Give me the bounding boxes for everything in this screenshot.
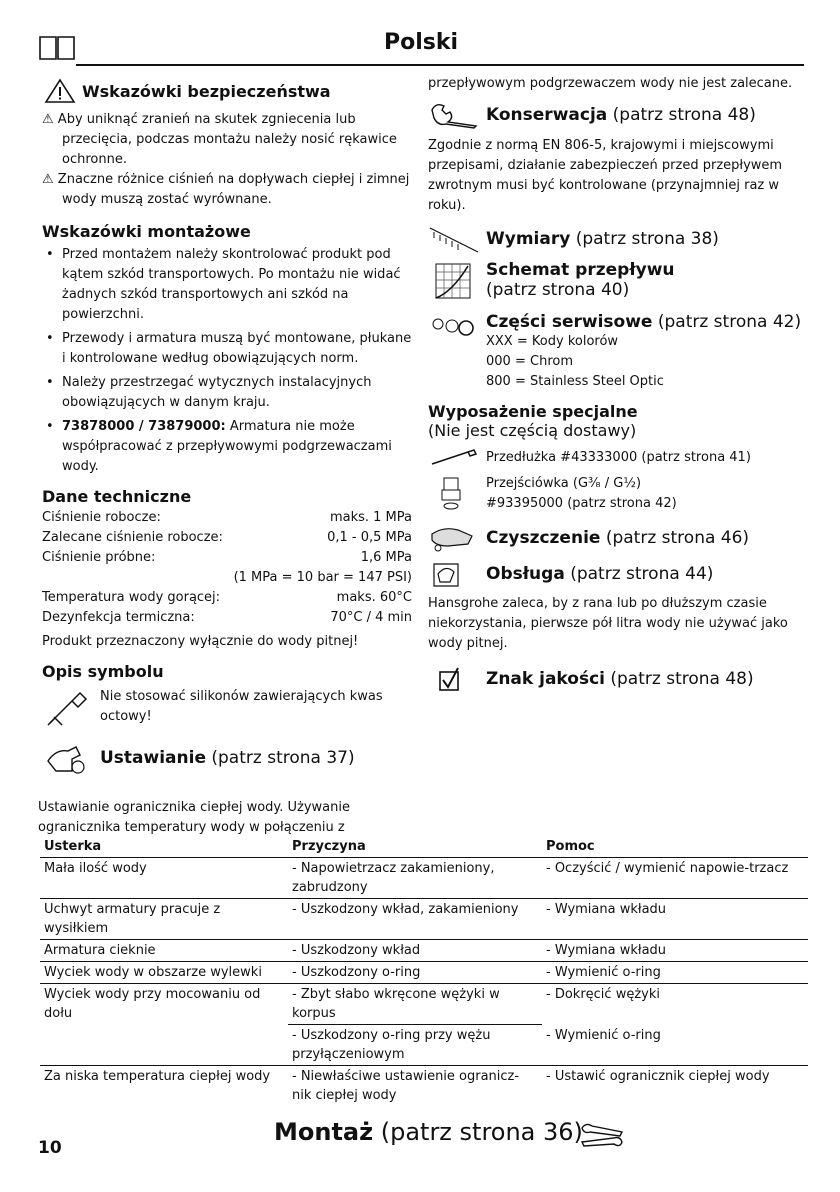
wrench-icon [428,100,482,130]
table-header: Usterka [40,836,288,858]
setting-text: Ustawianie ogranicznika ciepłej wody. Używanie ogranicznika temperatury wody w połączeniu z [38,800,350,835]
czyszczenie-heading: Czyszczenie (patrz strona 46) [486,528,750,548]
table-cell: - Uszkodzony o-ring przy wężu przyłączeniowym [288,1025,542,1066]
montage-item: • Przed montażem należy skontrolować produkt pod kątem szkód transportowych. Po montażu nie widać żadnych szkód transportowych ani szkód na powierzchni. [42,245,412,325]
table-cell: Wyciek wody przy mocowaniu od dołu [40,984,288,1066]
cleaning-icon [428,522,482,554]
page-number: 10 [38,1138,62,1158]
wymiary-heading: Wymiary (patrz strona 38) [486,229,719,249]
montage-item: • 73878000 / 73879000: Armatura nie może współpracować z przepływowymi podgrzewaczami wody. [42,417,412,477]
service-parts-icon [428,312,482,342]
table-cell: Mała ilość wody [40,858,288,899]
table-row [40,899,808,940]
montage-item: • Należy przestrzegać wytycznych instalacyjnych obowiązujących w danym kraju. [42,373,412,413]
trouble-table-wrap [40,836,808,1106]
safety-title: Wskazówki bezpieczeństwa [82,81,331,101]
special-subtitle: (Nie jest częścią dostawy) [428,421,637,440]
flow-chart-icon [428,260,482,304]
tech-row: (1 MPa = 10 bar = 147 PSI) [233,570,412,585]
montage-item: • Przewody i armatura muszą być montowane, płukane i kontrolowane według obowiązujących norm. [42,329,412,369]
schemat-title: Schemat przepływu [486,260,675,280]
adjust-hand-icon [42,741,100,775]
adapter-text: Przejściówka (G³⁄₈ / G½) [486,476,642,491]
tech-table [42,508,412,628]
table-cell: - Wymiana wkładu [542,899,808,940]
code-row: 000 = Chrom [486,354,574,369]
quality-mark-icon [428,664,482,694]
table-cell: - Oczyścić / wymienić napowie-trzacz [542,858,808,899]
tech-row: Temperatura wody gorącej: maks. 60°C [42,590,412,605]
czesci-heading: Części serwisowe (patrz strona 42) [486,312,802,332]
schemat-ref: (patrz strona 40) [486,280,630,300]
konserwacja-heading: Konserwacja (patrz strona 48) [486,105,756,125]
header-rule [76,64,804,66]
table-row [40,962,808,984]
trouble-table [40,836,808,1106]
right-column [428,74,808,694]
table-cell: - Dokręcić wężyki [546,987,660,1002]
warning-icon [44,78,76,104]
code-row: XXX = Kody kolorów [486,334,619,349]
table-row [40,1066,808,1107]
obsluga-heading: Obsługa (patrz strona 44) [486,564,714,584]
table-cell: Uchwyt armatury pracuje z wysiłkiem [40,899,288,940]
table-cell: - Wymienić o-ring [542,1025,808,1066]
table-cell: - Niewłaściwe ustawienie ogranicz-nik ciepłej wody [292,1069,520,1103]
extension-text: Przedłużka #43333000 (patrz strona 41) [486,450,751,465]
table-cell: Za niska temperatura ciepłej wody [44,1069,271,1084]
tech-title: Dane techniczne [42,487,192,506]
operation-icon [428,558,482,590]
symbol-text: Nie stosować silikonów zawierających kwas octowy! [100,689,383,724]
safety-item: ⚠ Znaczne różnice ciśnień na dopływach ciepłej i zimnej wody muszą zostać wyrównane. [42,172,410,207]
table-cell: Wyciek wody w obszarze wylewki [40,962,288,984]
safety-item: ⚠ Aby uniknąć zranień na skutek zgniecenia lub przecięcia, podczas montażu należy nosić rękawice ochronne. [42,112,397,167]
adapter-code: #93395000 (patrz strona 42) [486,496,677,511]
tech-row: Zalecane ciśnienie robocze: 0,1 - 0,5 MPa [42,530,412,545]
table-cell: - Napowietrzacz zakamieniony, zabrudzony [288,858,542,899]
montage-title: Wskazówki montażowe [42,222,251,241]
left-column [42,78,412,775]
code-row: 800 = Stainless Steel Optic [486,374,664,389]
table-cell: - Wymienić o-ring [542,962,808,984]
table-row [40,858,808,899]
table-cell: - Ustawić ogranicznik ciepłej wody [546,1069,770,1084]
setting-heading: Ustawianie (patrz strona 37) [100,748,355,768]
tech-row: Ciśnienie próbne: 1,6 MPa [42,550,412,565]
table-cell: - Zbyt słabo wkręcone wężyki w korpus [288,984,542,1025]
extension-icon [428,446,482,470]
special-title: Wyposażenie specjalne [428,402,638,421]
tools-icon [578,1120,626,1154]
book-icon [38,33,76,61]
adapter-icon [428,474,482,514]
table-cell: - Wymiana wkładu [542,940,808,962]
tech-row: Ciśnienie robocze: maks. 1 MPa [42,510,412,525]
montaz-heading: Montaż (patrz strona 36) [274,1118,583,1146]
dimensions-icon [428,224,482,254]
table-header: Przyczyna [288,836,542,858]
table-cell: - Uszkodzony wkład [288,940,542,962]
znak-heading: Znak jakości (patrz strona 48) [486,669,754,689]
tech-row: Dezynfekcja termiczna: 70°C / 4 min [42,610,412,625]
obsluga-text: Hansgrohe zaleca, by z rana lub po dłuższym czasie niekorzystania, pierwsze pół litra wody nie używać jako wody pitnej. [428,596,788,651]
table-cell: - Uszkodzony o-ring [288,962,542,984]
table-row [40,984,808,1025]
tech-note: Produkt przeznaczony wyłącznie do wody pitnej! [42,634,359,649]
silicone-gun-icon [42,687,100,727]
table-row [40,940,808,962]
symbol-title: Opis symbolu [42,662,164,681]
konserwacja-text: Zgodnie z normą EN 806-5, krajowymi i miejscowymi przepisami, działanie zabezpieczeń przed przepływem zwrotnym musi być kontrolowane (przynajmniej raz w roku). [428,138,783,213]
intro-text: przepływowym podgrzewaczem wody nie jest zalecane. [428,76,793,91]
page-title: Polski [383,30,458,55]
table-cell: - Uszkodzony wkład, zakamieniony [288,899,542,940]
table-header: Pomoc [542,836,808,858]
table-cell: Armatura cieknie [40,940,288,962]
